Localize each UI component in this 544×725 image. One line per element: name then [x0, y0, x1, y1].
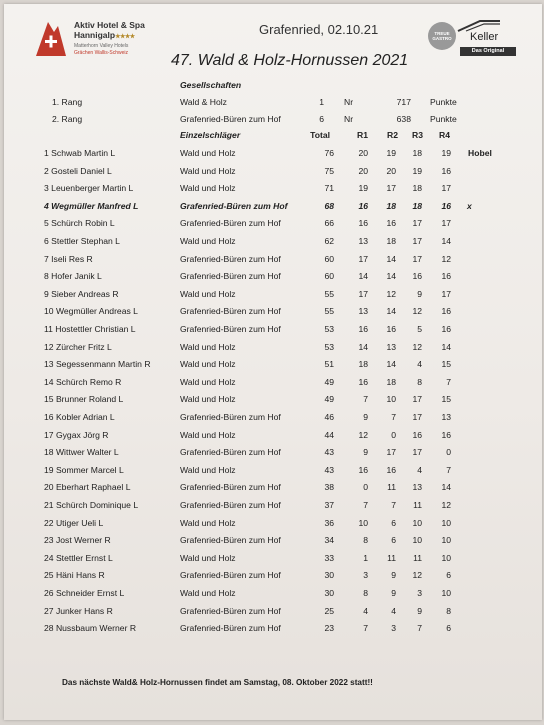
player-team: Wald und Holz — [180, 165, 236, 176]
player-team: Wald und Holz — [180, 588, 236, 598]
player-r1: 10 — [358, 517, 368, 528]
player-total: 68 — [324, 200, 334, 211]
player-name: 23 Jost Werner R — [44, 535, 111, 546]
place-date: Grafenried, 02.10.21 — [259, 22, 379, 37]
team-points: 638 — [396, 114, 411, 124]
player-r4: 19 — [441, 148, 451, 158]
player-name: 28 Nussbaum Werner R — [44, 623, 137, 634]
player-total: 51 — [324, 359, 334, 370]
player-r3: 8 — [417, 376, 422, 387]
player-r4: 7 — [446, 464, 451, 475]
player-r2: 3 — [391, 623, 396, 634]
player-name: 10 Wegmüller Andreas L — [44, 306, 138, 317]
player-r4: 17 — [441, 218, 451, 229]
player-r2: 18 — [386, 376, 396, 387]
player-team: Grafenried-Büren zum Hof — [180, 623, 281, 634]
team-count: 6 — [319, 114, 324, 124]
player-r2: 6 — [391, 517, 396, 528]
player-r4: 0 — [446, 447, 451, 458]
player-r4: 14 — [441, 236, 451, 246]
player-total: 49 — [324, 376, 334, 387]
player-r3: 16 — [412, 429, 422, 440]
player-r3: 5 — [417, 324, 422, 334]
player-r1: 9 — [363, 412, 368, 422]
player-name: 21 Schürch Dominique L — [44, 500, 139, 510]
player-r3: 7 — [417, 623, 422, 634]
player-r1: 14 — [358, 341, 368, 352]
player-r2: 7 — [391, 500, 396, 510]
player-team: Wald und Holz — [180, 517, 236, 528]
player-name: 20 Eberhart Raphael L — [44, 482, 131, 493]
player-r1: 20 — [358, 148, 368, 158]
player-team: Grafenried-Büren zum Hof — [180, 324, 281, 334]
player-r2: 16 — [386, 464, 396, 475]
player-r2: 14 — [386, 253, 396, 264]
player-team: Grafenried-Büren zum Hof — [180, 412, 281, 422]
team-nr: Nr — [344, 97, 354, 107]
player-r2: 7 — [391, 412, 396, 422]
player-team: Grafenried-Büren zum Hof — [180, 447, 281, 458]
player-note: x — [467, 200, 472, 211]
player-r2: 17 — [386, 183, 396, 194]
player-r3: 11 — [413, 500, 422, 510]
player-team: Wald und Holz — [180, 148, 236, 158]
player-note: Hobel — [468, 148, 492, 158]
sponsor-logo — [428, 18, 518, 60]
player-team: Wald und Holz — [180, 288, 236, 299]
player-r3: 3 — [417, 588, 422, 598]
player-total: 53 — [324, 341, 334, 352]
player-name: 11 Hostettler Christian L — [44, 324, 136, 334]
player-r3: 19 — [412, 165, 422, 176]
player-team: Grafenried-Büren zum Hof — [180, 253, 281, 264]
player-team: Grafenried-Büren zum Hof — [180, 482, 281, 493]
player-r1: 16 — [358, 376, 368, 387]
player-team: Wald und Holz — [180, 429, 236, 440]
player-r1: 7 — [363, 500, 368, 510]
col-total: Total — [310, 130, 330, 140]
player-r4: 16 — [441, 324, 451, 334]
player-r3: 12 — [412, 306, 422, 317]
player-name: 1 Schwab Martin L — [44, 148, 116, 158]
player-r1: 19 — [358, 183, 368, 194]
player-team: Wald und Holz — [180, 341, 236, 352]
col-r2: R2 — [387, 130, 398, 140]
teams-heading: Gesellschaften — [180, 80, 242, 90]
player-total: 44 — [324, 429, 334, 440]
player-total: 55 — [324, 306, 334, 317]
player-team: Grafenried-Büren zum Hof — [180, 306, 281, 317]
player-total: 34 — [324, 535, 334, 546]
player-r1: 7 — [363, 394, 368, 405]
player-team: Wald und Holz — [180, 394, 236, 405]
player-r1: 7 — [363, 623, 368, 634]
player-name: 18 Wittwer Walter L — [44, 447, 119, 458]
player-r1: 0 — [363, 482, 368, 493]
col-r1: R1 — [357, 130, 368, 140]
player-r1: 20 — [358, 165, 368, 176]
player-r1: 8 — [363, 588, 368, 598]
player-name: 25 Häni Hans R — [44, 570, 105, 581]
player-r4: 10 — [441, 588, 451, 598]
player-r2: 0 — [391, 429, 396, 440]
player-r2: 16 — [386, 324, 396, 334]
player-r3: 17 — [412, 447, 422, 458]
player-r2: 19 — [386, 148, 396, 158]
player-total: 75 — [324, 165, 334, 176]
player-r3: 9 — [417, 288, 422, 299]
hotel-name-line4: Grächen Wallis-Schweiz — [74, 50, 128, 56]
player-r3: 4 — [417, 464, 422, 475]
player-r3: 18 — [412, 148, 422, 158]
player-r3: 17 — [412, 394, 422, 405]
player-name: 3 Leuenberger Martin L — [44, 183, 134, 194]
player-r4: 10 — [441, 517, 451, 528]
player-name: 8 Hofer Janik L — [44, 271, 102, 282]
player-total: 49 — [324, 394, 334, 405]
player-r2: 12 — [386, 288, 396, 299]
player-total: 37 — [324, 500, 334, 510]
player-total: 62 — [324, 236, 334, 246]
team-rank: 2. Rang — [52, 114, 83, 124]
player-r3: 9 — [417, 605, 422, 616]
player-r3: 13 — [412, 482, 422, 493]
player-r2: 17 — [386, 447, 396, 458]
player-name: 2 Gosteli Daniel L — [44, 165, 112, 176]
player-r4: 17 — [441, 288, 451, 299]
player-r3: 4 — [417, 359, 422, 370]
player-r2: 11 — [387, 552, 396, 563]
player-name: 22 Utiger Ueli L — [44, 517, 104, 528]
player-r2: 10 — [386, 394, 396, 405]
player-r3: 17 — [412, 236, 422, 246]
col-r4: R4 — [439, 130, 450, 140]
player-total: 76 — [324, 148, 334, 158]
player-total: 46 — [324, 412, 334, 422]
hotel-name-line3: Matterhorn Valley Hotels — [74, 43, 129, 49]
player-total: 66 — [324, 218, 334, 229]
player-r1: 18 — [358, 359, 368, 370]
player-r2: 16 — [386, 218, 396, 229]
player-team: Wald und Holz — [180, 464, 236, 475]
player-team: Grafenried-Büren zum Hof — [180, 500, 281, 510]
player-team: Wald und Holz — [180, 376, 236, 387]
player-r2: 20 — [386, 165, 396, 176]
hotel-logo — [34, 18, 174, 64]
player-r3: 17 — [412, 412, 422, 422]
team-points: 717 — [396, 97, 411, 107]
player-total: 53 — [324, 324, 334, 334]
player-r1: 17 — [358, 288, 368, 299]
player-r2: 4 — [391, 605, 396, 616]
player-r3: 11 — [413, 552, 422, 563]
player-r4: 16 — [441, 165, 451, 176]
player-team: Grafenried-Büren zum Hof — [180, 218, 281, 229]
player-name: 16 Kobler Adrian L — [44, 412, 115, 422]
player-r4: 10 — [441, 535, 451, 546]
player-total: 71 — [324, 183, 334, 194]
player-r3: 17 — [412, 218, 422, 229]
player-r1: 12 — [358, 429, 368, 440]
team-unit: Punkte — [430, 114, 457, 124]
player-total: 25 — [324, 605, 334, 616]
sponsor-name: Keller — [470, 31, 499, 43]
player-name: 24 Stettler Ernst L — [44, 552, 113, 563]
player-name: 15 Brunner Roland L — [44, 394, 124, 405]
team-unit: Punkte — [430, 97, 457, 107]
player-name: 4 Wegmüller Manfred L — [44, 200, 139, 211]
player-team: Grafenried-Büren zum Hof — [180, 535, 281, 546]
player-r2: 6 — [391, 535, 396, 546]
player-total: 36 — [324, 517, 334, 528]
player-r1: 14 — [358, 271, 368, 282]
hotel-name-line2: Hannigalp — [74, 30, 116, 40]
mountain-cross-icon — [34, 18, 68, 58]
player-r2: 14 — [386, 306, 396, 317]
player-r2: 9 — [391, 570, 396, 581]
player-total: 23 — [324, 623, 334, 634]
results-sheet — [4, 4, 542, 720]
player-team: Wald und Holz — [180, 359, 236, 370]
player-r1: 17 — [358, 253, 368, 264]
player-team: Wald und Holz — [180, 236, 236, 246]
player-r4: 14 — [441, 341, 451, 352]
page-title: 47. Wald & Holz-Hornussen 2021 — [171, 52, 409, 69]
player-r3: 10 — [412, 535, 422, 546]
player-r1: 16 — [358, 200, 368, 211]
player-r4: 17 — [441, 183, 451, 194]
team-name: Wald & Holz — [180, 97, 227, 107]
player-r1: 3 — [363, 570, 368, 581]
player-team: Grafenried-Büren zum Hof — [180, 570, 281, 581]
player-total: 38 — [324, 482, 334, 493]
player-r4: 15 — [441, 394, 451, 405]
player-r4: 10 — [441, 552, 451, 563]
player-r4: 15 — [441, 359, 451, 370]
player-total: 60 — [324, 271, 334, 282]
player-r1: 4 — [363, 605, 368, 616]
player-r2: 14 — [386, 271, 396, 282]
team-name: Grafenried-Büren zum Hof — [180, 114, 281, 124]
player-r4: 16 — [441, 429, 451, 440]
player-r4: 14 — [441, 482, 451, 493]
player-name: 14 Schürch Remo R — [44, 376, 122, 387]
player-name: 19 Sommer Marcel L — [44, 464, 124, 475]
player-r4: 7 — [446, 376, 451, 387]
player-team: Wald und Holz — [180, 552, 236, 563]
player-r2: 14 — [386, 359, 396, 370]
player-r3: 17 — [412, 253, 422, 264]
player-r4: 6 — [446, 570, 451, 581]
player-total: 43 — [324, 464, 334, 475]
player-total: 30 — [324, 570, 334, 581]
player-total: 55 — [324, 288, 334, 299]
player-r4: 8 — [446, 605, 451, 616]
player-r2: 18 — [386, 236, 396, 246]
player-r3: 12 — [412, 570, 422, 581]
player-r2: 9 — [391, 588, 396, 598]
player-total: 33 — [324, 552, 334, 563]
player-r4: 13 — [441, 412, 451, 422]
footer-note: Das nächste Wald& Holz-Hornussen findet am Samstag, 08. Oktober 2022 statt!! — [62, 678, 373, 687]
player-r3: 10 — [412, 517, 422, 528]
player-name: 12 Zürcher Fritz L — [44, 341, 112, 352]
col-r3: R3 — [412, 130, 423, 140]
player-r4: 16 — [441, 271, 451, 282]
player-total: 30 — [324, 588, 334, 598]
player-r1: 16 — [358, 324, 368, 334]
hotel-name-line1: Aktiv Hotel & Spa — [74, 20, 145, 30]
badge-icon: TREUE GASTRO — [428, 22, 456, 50]
player-team: Grafenried-Büren zum Hof — [180, 271, 281, 282]
player-name: 17 Gygax Jörg R — [44, 429, 109, 440]
team-rank: 1. Rang — [52, 97, 83, 107]
player-name: 5 Schürch Robin L — [44, 218, 115, 229]
player-r1: 13 — [358, 236, 368, 246]
player-name: 9 Sieber Andreas R — [44, 288, 119, 299]
player-team: Grafenried-Büren zum Hof — [180, 605, 281, 616]
player-team: Grafenried-Büren zum Hof — [180, 200, 288, 211]
player-r3: 18 — [412, 183, 422, 194]
player-r1: 9 — [363, 447, 368, 458]
individuals-heading: Einzelschläger — [180, 130, 241, 140]
player-r1: 16 — [358, 464, 368, 475]
sponsor-tagline: Das Original — [460, 47, 516, 56]
hotel-stars: ★★★★ — [115, 34, 135, 40]
player-r3: 16 — [412, 271, 422, 282]
player-name: 13 Segessenmann Martin R — [44, 359, 151, 370]
player-total: 60 — [324, 253, 334, 264]
player-r4: 12 — [441, 253, 451, 264]
player-r2: 18 — [386, 200, 396, 211]
player-team: Wald und Holz — [180, 183, 236, 194]
player-r2: 11 — [387, 482, 396, 493]
player-r3: 18 — [412, 200, 422, 211]
player-r1: 16 — [358, 218, 368, 229]
player-total: 43 — [324, 447, 334, 458]
player-r4: 12 — [441, 500, 451, 510]
player-r1: 8 — [363, 535, 368, 546]
player-r3: 12 — [412, 341, 422, 352]
team-count: 1 — [319, 97, 324, 107]
player-r4: 6 — [446, 623, 451, 634]
player-name: 27 Junker Hans R — [44, 605, 113, 616]
player-r2: 13 — [386, 341, 396, 352]
player-r1: 13 — [358, 306, 368, 317]
player-r1: 1 — [363, 552, 368, 563]
player-name: 26 Schneider Ernst L — [44, 588, 125, 598]
player-name: 6 Stettler Stephan L — [44, 236, 120, 246]
team-nr: Nr — [344, 114, 354, 124]
player-r4: 16 — [441, 306, 451, 317]
player-r4: 16 — [441, 200, 451, 211]
player-name: 7 Iseli Res R — [44, 253, 93, 264]
